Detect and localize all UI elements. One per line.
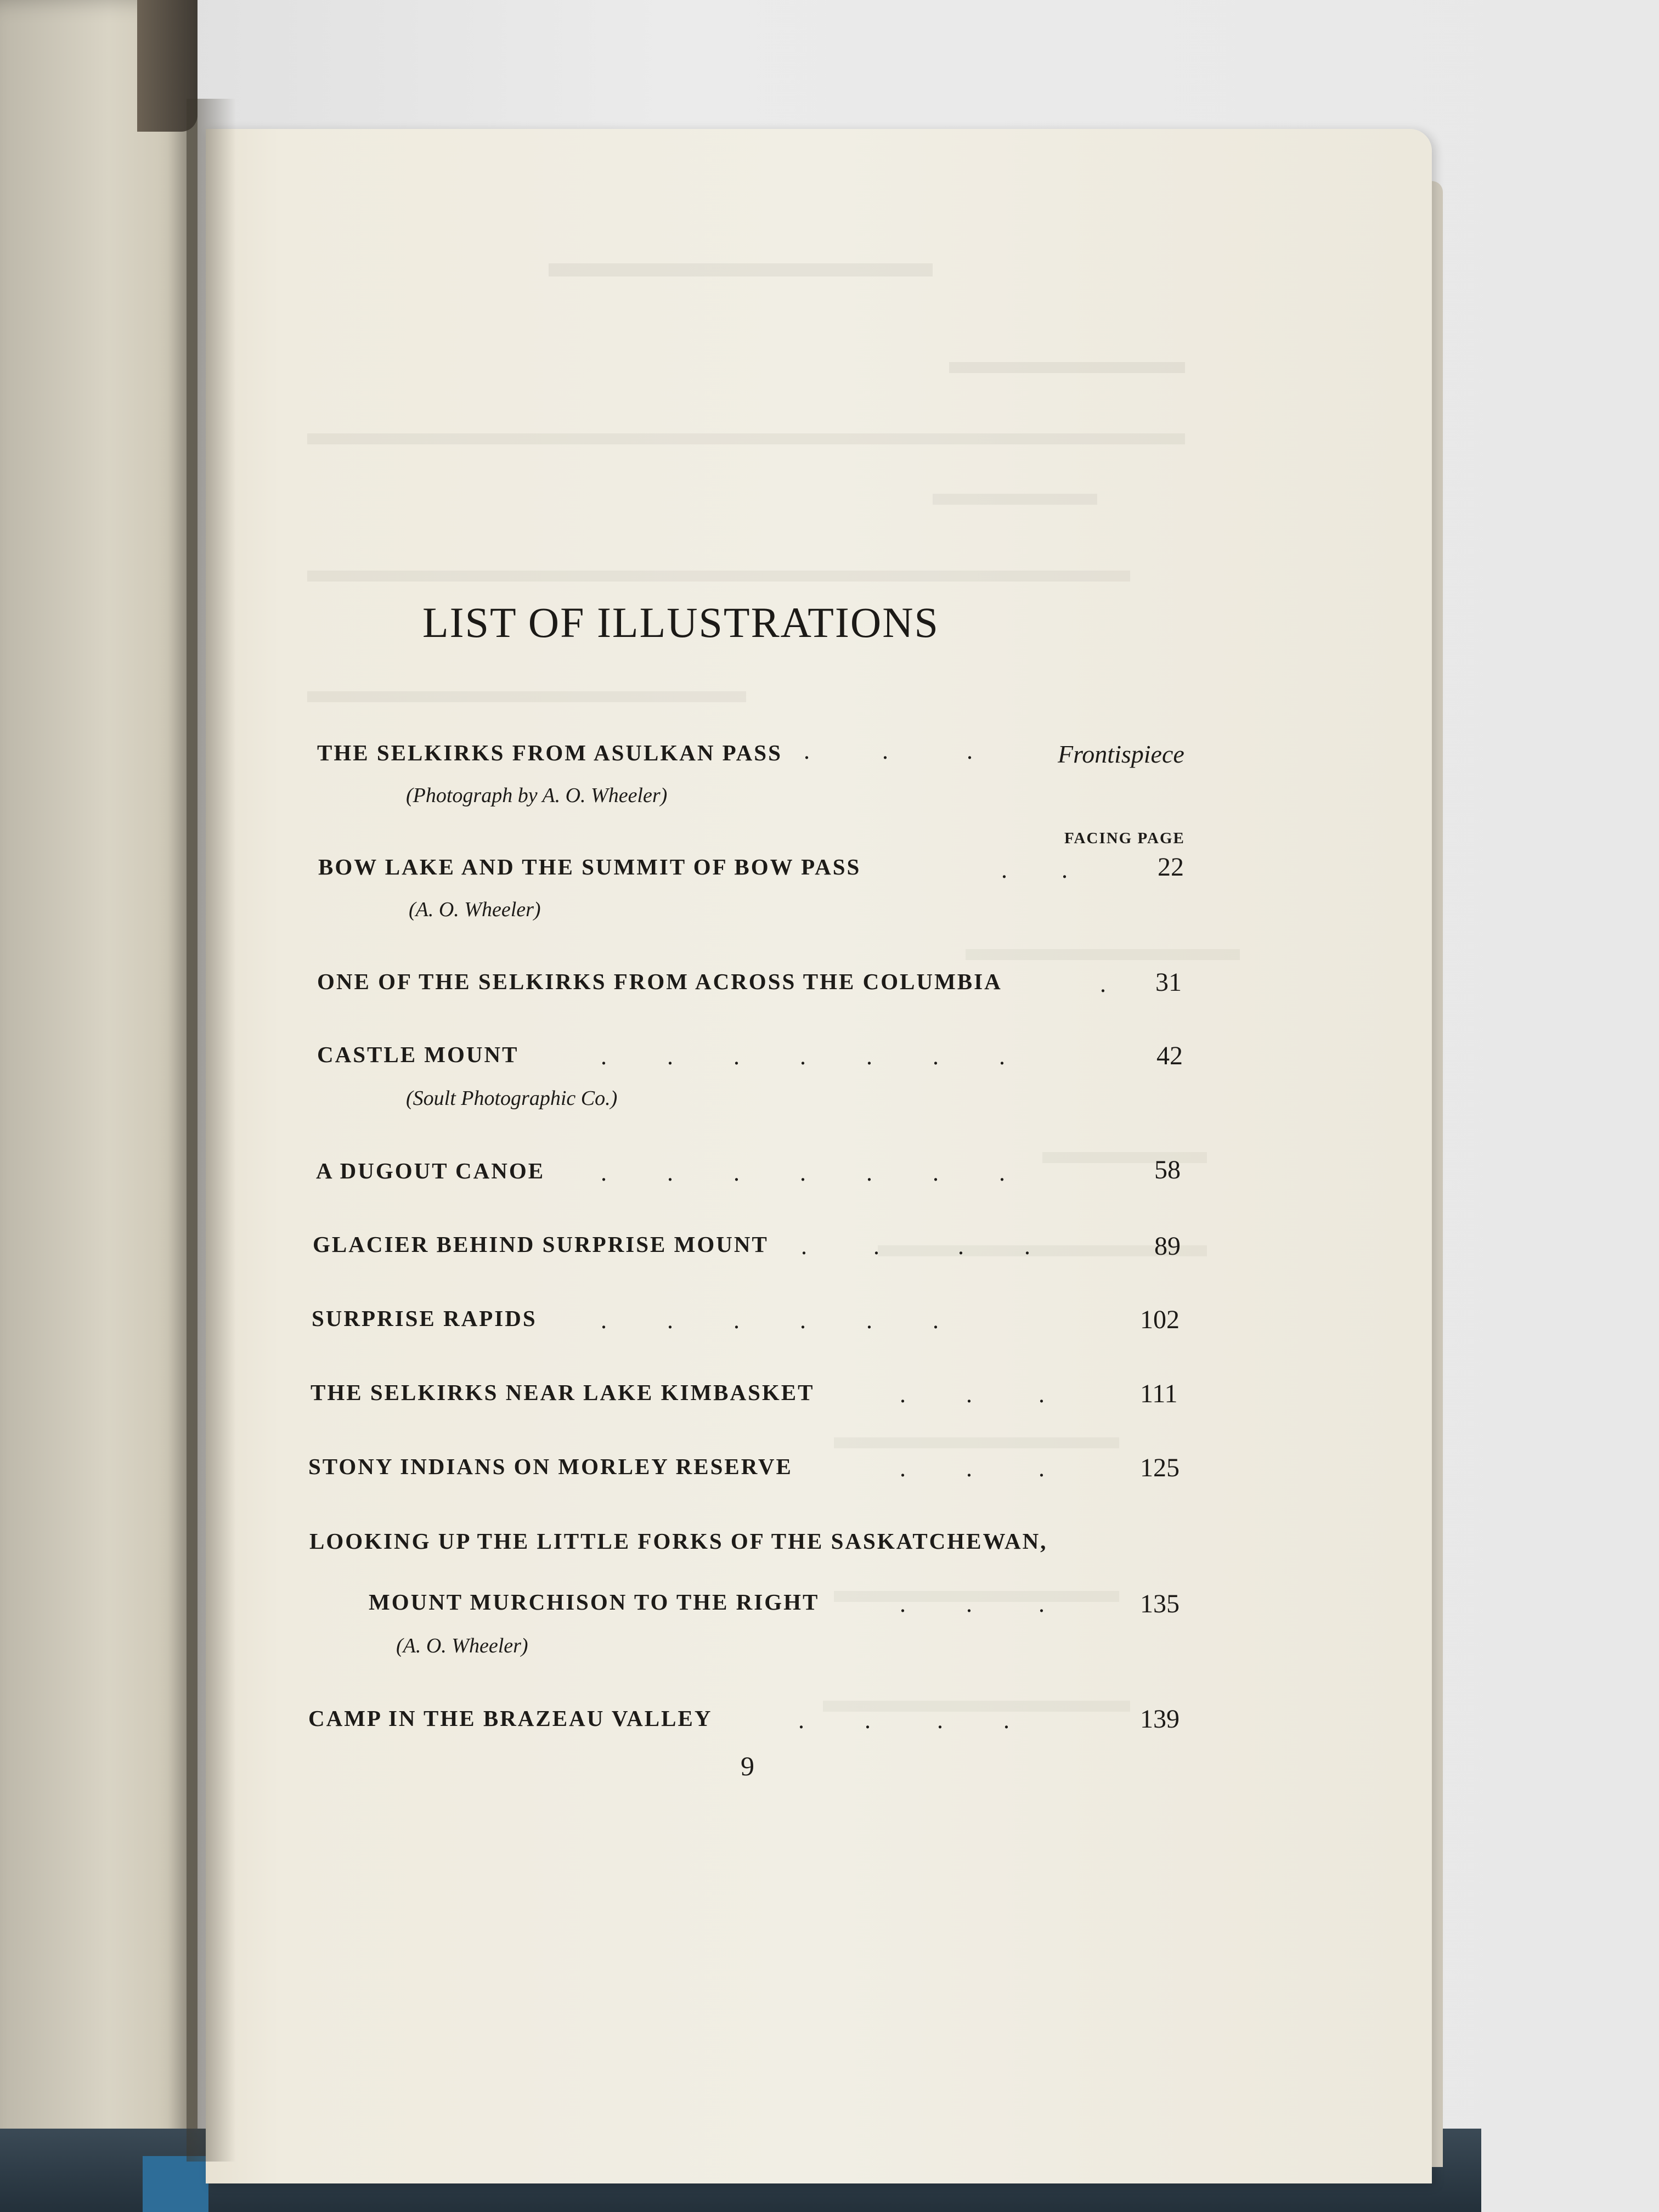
page-reference: 135 — [1140, 1589, 1180, 1618]
page-reference: 31 — [1155, 968, 1182, 997]
illustration-entry: THE SELKIRKS FROM ASULKAN PASS — [317, 740, 782, 765]
show-through-line — [834, 1437, 1119, 1448]
show-through-line — [307, 433, 1185, 444]
page-number: 9 — [741, 1751, 754, 1781]
illustration-credit: (A. O. Wheeler) — [396, 1634, 528, 1657]
leader-dots: . . . — [804, 737, 973, 764]
illustration-entry: THE SELKIRKS NEAR LAKE KIMBASKET — [311, 1380, 815, 1405]
show-through-line — [549, 263, 933, 276]
illustration-entry: GLACIER BEHIND SURPRISE MOUNT — [313, 1232, 769, 1257]
page-reference: 22 — [1158, 853, 1184, 882]
page-reference: 89 — [1154, 1232, 1181, 1261]
illustration-entry: LOOKING UP THE LITTLE FORKS OF THE SASKATCHEWAN, — [309, 1528, 1048, 1554]
leader-dots: . . . — [900, 1590, 1045, 1617]
leader-dots: . . . — [900, 1381, 1045, 1408]
illustration-entry: A DUGOUT CANOE — [316, 1158, 545, 1183]
leader-dots: . — [1100, 970, 1106, 997]
page-reference: 102 — [1140, 1305, 1180, 1334]
illustration-credit: (Soult Photographic Co.) — [406, 1087, 618, 1110]
show-through-line — [1042, 1152, 1207, 1163]
facing-page-label: FACING PAGE — [1064, 830, 1185, 847]
show-through-line — [949, 362, 1185, 373]
illustration-entry-continuation: MOUNT MURCHISON TO THE RIGHT — [369, 1589, 820, 1615]
leader-dots: . . — [1001, 856, 1068, 883]
page-reference: 111 — [1140, 1379, 1178, 1408]
show-through-line — [307, 571, 1130, 582]
illustration-entry: ONE OF THE SELKIRKS FROM ACROSS THE COLUMBIA — [317, 969, 1002, 994]
page-reference: 42 — [1156, 1041, 1183, 1070]
page-title: LIST OF ILLUSTRATIONS — [422, 599, 939, 646]
leader-dots: . . . . . . — [601, 1307, 939, 1334]
leader-dots: . . . . — [801, 1233, 1030, 1260]
illustration-credit: (A. O. Wheeler) — [409, 898, 541, 921]
leader-dots: . . . . . . . — [601, 1159, 1005, 1186]
illustration-entry: BOW LAKE AND THE SUMMIT OF BOW PASS — [318, 854, 861, 879]
illustration-entry: CAMP IN THE BRAZEAU VALLEY — [308, 1706, 713, 1731]
page-reference: 125 — [1140, 1453, 1180, 1482]
leader-dots: . . . — [900, 1455, 1045, 1482]
show-through-line — [307, 691, 746, 702]
illustration-entry: SURPRISE RAPIDS — [312, 1306, 537, 1331]
page-reference: Frontispiece — [1058, 740, 1184, 768]
illustration-entry: STONY INDIANS ON MORLEY RESERVE — [308, 1454, 793, 1479]
leader-dots: . . . . — [798, 1707, 1009, 1734]
show-through-line — [933, 494, 1097, 505]
page-reference: 139 — [1140, 1705, 1180, 1734]
illustration-credit: (Photograph by A. O. Wheeler) — [406, 784, 668, 807]
leader-dots: . . . . . . . — [601, 1043, 1005, 1070]
show-through-line — [966, 949, 1240, 960]
page-reference: 58 — [1154, 1155, 1181, 1184]
illustration-entry: CASTLE MOUNT — [317, 1042, 519, 1067]
